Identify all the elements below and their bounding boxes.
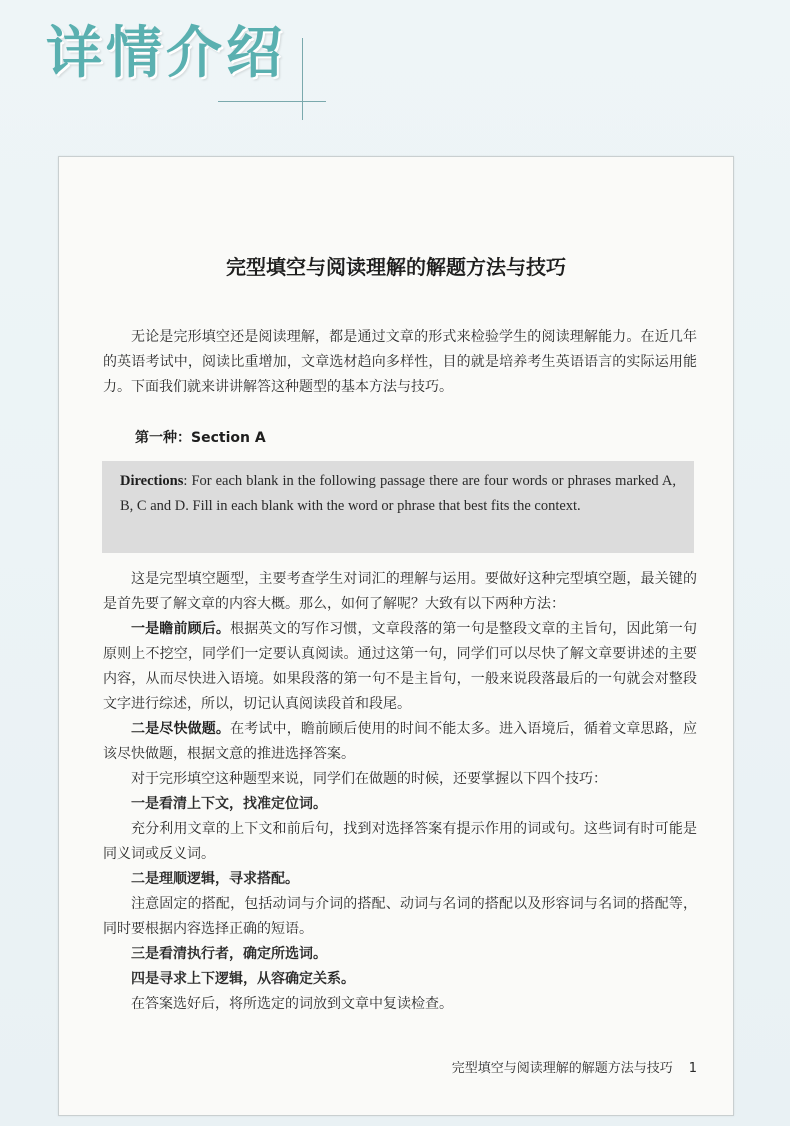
paragraph-method-2 bbox=[103, 717, 697, 767]
tip-1-title: 一是看清上下文，找准定位词。 bbox=[131, 796, 327, 812]
header-title: 详情介绍 bbox=[46, 21, 286, 86]
tip-2-title: 二是理顺逻辑，寻求搭配。 bbox=[131, 871, 299, 887]
section-label: 第一种：Section A bbox=[135, 430, 266, 446]
paragraph-method-1 bbox=[103, 617, 697, 717]
page-number: 1 bbox=[688, 1061, 697, 1076]
directions-text: : For each blank in the following passage there are four words or phrases marked A, B, C and D. Fill in each blank with the word or phrase that best fits the context. bbox=[120, 473, 676, 514]
method-2-text: 在考试中，瞻前顾后使用的时间不能太多。进入语境后，循着文章思路，应该尽快做题，根据文意的推进选择答案。 bbox=[103, 721, 697, 762]
directions-label: Directions bbox=[120, 473, 184, 489]
document-title: 完型填空与阅读理解的解题方法与技巧 bbox=[226, 255, 566, 279]
intro-paragraph: 无论是完形填空还是阅读理解，都是通过文章的形式来检验学生的阅读理解能力。在近几年的英语考试中，阅读比重增加，文章选材趋向多样性，目的就是培养考生英语语言的实际运用能力。下面我们就来讲讲解答这种题型的基本方法与技巧。 bbox=[103, 329, 697, 395]
header-divider-horizontal bbox=[218, 101, 326, 102]
tip-2-text: 注意固定的搭配，包括动词与介词的搭配、动词与名词的搭配以及形容词与名词的搭配等，同时要根据内容选择正确的短语。 bbox=[103, 896, 697, 937]
tip-4-title: 四是寻求上下逻辑，从容确定关系。 bbox=[131, 971, 355, 987]
method-1-text: 根据英文的写作习惯，文章段落的第一句是整段文章的主旨句，因此第一句原则上不挖空，同学们一定要认真阅读。通过这第一句，同学们可以尽快了解文章要讲述的主要内容，从而尽快进入语境。如果段落的第一句不是主旨句，一般来说段落最后的一句就会对整段文字进行综述，所以，切记认真阅读段首和段尾。 bbox=[103, 621, 697, 712]
page-footer bbox=[452, 1057, 697, 1076]
document-page bbox=[58, 156, 734, 1116]
method-1-title: 一是瞻前顾后。 bbox=[131, 621, 231, 637]
paragraph-tips-intro: 对于完形填空这种题型来说，同学们在做题的时候，还要掌握以下四个技巧： bbox=[131, 771, 607, 787]
header-divider-vertical bbox=[302, 38, 303, 120]
footer-running-title: 完型填空与阅读理解的解题方法与技巧 bbox=[451, 1061, 673, 1076]
tip-1-text: 充分利用文章的上下文和前后句，找到对选择答案有提示作用的词或句。这些词有时可能是同义词或反义词。 bbox=[103, 821, 697, 862]
tip-3-title: 三是看清执行者，确定所选词。 bbox=[131, 946, 327, 962]
method-2-title: 二是尽快做题。 bbox=[131, 721, 231, 737]
closing-paragraph: 在答案选好后，将所选定的词放到文章中复读检查。 bbox=[131, 996, 453, 1012]
directions-box bbox=[102, 461, 694, 553]
paragraph-intro-cloze: 这是完型填空题型，主要考查学生对词汇的理解与运用。要做好这种完型填空题，最关键的是首先要了解文章的内容大概。那么，如何了解呢？大致有以下两种方法： bbox=[103, 571, 697, 612]
